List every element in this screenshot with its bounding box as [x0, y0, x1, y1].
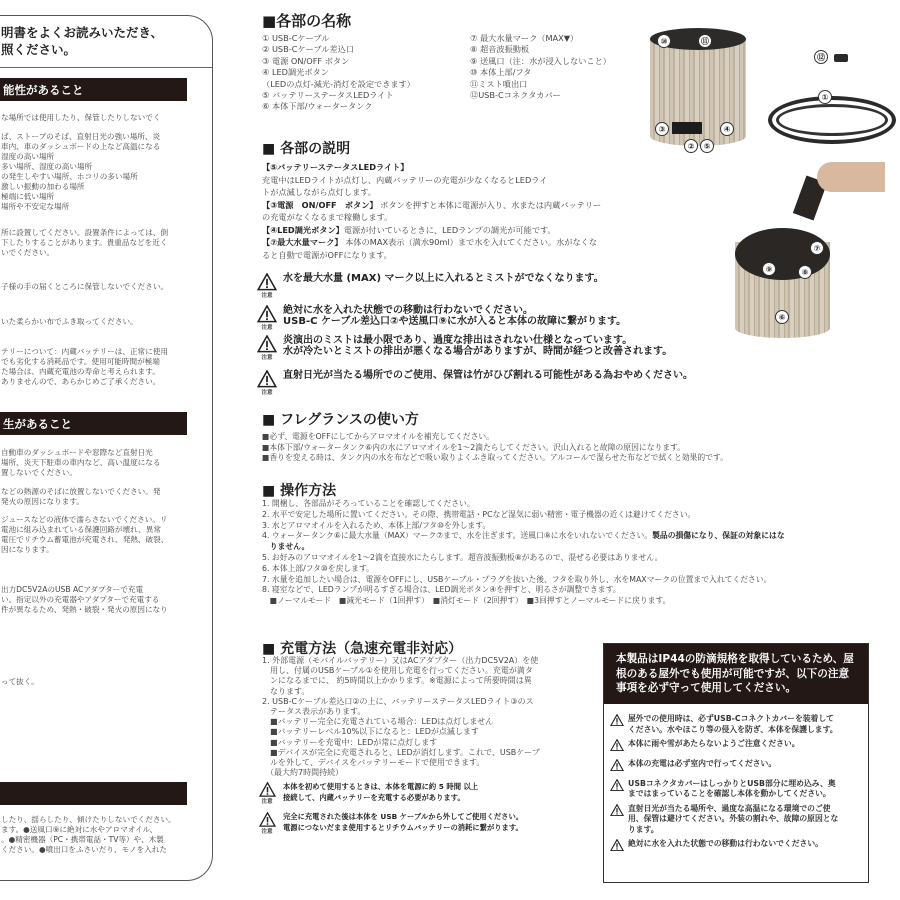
callout-6: ⑥ — [775, 310, 789, 324]
outdoor-item-text — [628, 714, 838, 735]
fragrance-item: ■本体下部/ウォータータンク⑥内の水にアロマオイルを1〜2滴たらしてください。沢山入れると故障の原因になります。 — [262, 442, 686, 452]
charging-step: なります。 — [262, 686, 310, 696]
callout-2: ② — [684, 139, 698, 153]
warning-icon — [257, 273, 277, 299]
caution-label: 注意 — [261, 828, 273, 835]
text-line: た場合は、内蔵充電池の寿命と考えられます。 — [1, 367, 160, 376]
header-line: 事項を必ず守って使用してください。 — [616, 682, 797, 694]
description-line — [262, 174, 601, 187]
usb-cable-image — [768, 96, 896, 144]
text-line: 車内、車のダッシュボードの上など高温になる — [1, 142, 161, 151]
caution-note — [257, 335, 672, 361]
parts-title: ■各部の名称 — [262, 12, 352, 30]
text-line: 極端に低い場所 — [1, 192, 55, 201]
caution-line: 水が冷たいとミストの排出が悪くなる場合がありますが、時間が経つと改善されます。 — [283, 346, 673, 357]
safety-panel — [0, 15, 213, 881]
aroma-oil-bottle-image — [795, 162, 885, 220]
callout-7: ⑦ — [810, 241, 824, 255]
outdoor-item-text — [628, 739, 800, 755]
outdoor-item-text — [628, 804, 838, 836]
text-line: 下したりすることがあります。貴重品などを近く — [1, 238, 168, 247]
operation-step — [262, 510, 785, 521]
charging-step: 用し、付属のUSBケーブル①を使用し充電を行ってください。充電が満タ — [262, 666, 533, 676]
warning-icon — [610, 839, 624, 855]
part-item: ⑥ 本体下部/ウォータータンク — [262, 101, 373, 112]
text-line: ジュースなどの液体で濡らさないでください。リ — [1, 515, 168, 524]
callout-10: ⑩ — [657, 34, 671, 48]
fragrance-item: ■必ず、電源をOFFにしてからアロマオイルを補充してください。 — [262, 432, 494, 441]
outdoor-line: USBコネクタカバーはしっかりとUSB部分に埋め込み、奥 — [628, 778, 836, 788]
section-bar — [0, 782, 187, 805]
operation-step — [262, 499, 785, 510]
text-block — [1, 448, 160, 478]
outdoor-item-text — [628, 839, 823, 855]
caution-line: 完全に充電された後は本体を USB ケーブルから外してご使用ください。 — [283, 812, 524, 821]
caution-label: 注意 — [261, 798, 273, 805]
caution-label: 注意 — [261, 324, 273, 331]
header-line: 根のある屋外でも使用が可能ですが、以下の注意 — [616, 667, 850, 680]
charging-step: テータス表示があります。 — [262, 707, 366, 717]
description-text: 電源が付いているときに、LEDランプの調光が可能です。 — [343, 224, 556, 235]
parts-list-right — [470, 33, 611, 101]
step-text: 8. 寝室などで、LEDランプが明るすぎる場合は、LED調光ボタン④を押すと、明るさが調整できます。 — [262, 585, 621, 595]
text-line: 子様の手の届くところに保管しないでください。 — [1, 282, 169, 291]
step-text: ■ノーマルモード ■減光モード（1回押す） ■消灯モード（2回押す） ■3回押すとノーマルモードに戻ります。 — [262, 596, 671, 606]
description-text: ると自動で電源がOFFになります。 — [262, 249, 392, 260]
operation-step — [262, 521, 785, 532]
text-line: などの熱源のそばに放置しないでください。発 — [1, 487, 161, 496]
description-text: ボタンを押すと本体に電源が入り、水または内蔵バッテリー — [377, 199, 602, 210]
charging-title: ■ 充電方法（急速充電非対応） — [262, 641, 463, 657]
text-line: な場所では使用したり、保管したりしないでく — [1, 113, 161, 122]
text-line: 場所、炎天下駐車の車内など、高い温度になる — [1, 458, 161, 467]
description-text: トが点滅しながら点灯します。 — [262, 187, 376, 197]
outdoor-line: 絶対に水を入れた状態での移動は行わないでください。 — [628, 839, 823, 849]
warning-icon — [610, 739, 624, 755]
text-line: 激しい振動の加わる場所 — [1, 182, 85, 191]
caution-note — [257, 273, 604, 299]
outdoor-notice-header — [604, 644, 868, 704]
description-label: 【⑦最大水量マーク】 — [262, 237, 343, 247]
operation-step — [262, 585, 785, 596]
part-item: ⑫USB-Cコネクタカバー — [470, 90, 561, 101]
caution-note — [257, 812, 523, 835]
text-line: って抜く。 — [1, 677, 39, 686]
text-line: ます。●送風口⑨に絶対に水やアロマオイル、 — [1, 825, 158, 834]
text-line: ば、ストーブのそば、直射日光の強い場所、炎 — [1, 132, 161, 141]
text-block — [1, 113, 160, 123]
step-text: 4. ウォータータンク⑥に最大水量（MAX）マーク⑦まで、水を注ぎます。送風口⑨に水をいれないでください。 — [262, 531, 653, 541]
text-line: 所に設置してください。設置条件によっては、倒 — [1, 228, 169, 237]
text-line: 多い場所、湿度の高い場所 — [1, 162, 93, 171]
text-block — [1, 677, 39, 687]
charging-step: 1. 外部電源（モバイルバッテリー）又はACアダプター（出力DC5V2A）を使 — [262, 656, 539, 665]
charging-step: ■バッテリーレベル10%以下になると：LEDが点滅します — [262, 727, 479, 737]
callout-5: ⑤ — [700, 139, 714, 153]
caution-note — [257, 782, 478, 805]
section-bar: 生があること — [0, 412, 187, 435]
outdoor-item-text — [628, 759, 776, 775]
header-line: 明書をよくお読みいただき、 — [1, 25, 164, 40]
warning-icon — [257, 305, 277, 331]
outdoor-line: 本体に雨や雪があたらないようご注意ください。 — [628, 739, 800, 748]
outdoor-item — [604, 779, 868, 800]
callout-12: ⑫ — [814, 50, 828, 64]
warning-icon — [257, 335, 277, 361]
text-line: テリーについて：内蔵バッテリーは、正常に使用 — [1, 347, 168, 356]
description-text — [262, 161, 601, 261]
text-line: でも劣化する消耗品です。使用可能時間が極端 — [1, 357, 160, 366]
caution-note — [257, 305, 626, 331]
outdoor-line: 用、保管は避けてください。外装の割れや、故障の原因とな — [628, 814, 839, 824]
description-line — [262, 199, 601, 212]
text-line: 電圧でリチウム蓄電池が充電され、発熱、破裂、 — [1, 535, 169, 544]
step-text: 7. 水量を追加したい場合は、電源をOFFにし、USBケーブル・プラグを抜いた後、フタを取り外し、水をMAXマークの位置まで入れてください。 — [262, 574, 772, 584]
part-item: ⑨ 送風口（注：水が浸入しないこと） — [470, 55, 611, 66]
text-block — [1, 585, 168, 615]
step-warning: 製品の損傷になり、保証の対象にはな — [652, 531, 785, 541]
text-line: 場所や不安定な場所 — [1, 202, 70, 211]
description-text: 本体のMAX表示（満水90ml）まで水を入れてください。水がなくな — [342, 237, 598, 247]
text-line: の発生しやすい場所、ホコリの多い場所 — [1, 172, 138, 181]
description-text: 充電中はLEDライトが点灯し、内蔵バッテリーの充電が少なくなるとLEDライ — [262, 174, 548, 185]
charging-step: ンになるまでに、 約5時間以上かかります。※電源によって所要時間は異 — [262, 676, 532, 686]
step-text: 5. お好みのアロマオイルを1〜2滴を直接水にたらします。超音波振動板⑧があるので、混ぜる必要はありません。 — [262, 552, 663, 562]
callout-9: ⑨ — [762, 262, 776, 276]
description-line — [262, 161, 601, 174]
text-line: 湿度の高い場所 — [1, 152, 55, 161]
text-line: いでください。 — [1, 248, 55, 257]
text-line: 自動車のダッシュボードや窓際など直射日光 — [1, 448, 153, 457]
warning-icon — [257, 370, 277, 396]
operation-title: ■ 操作方法 — [262, 483, 337, 499]
outdoor-item — [604, 739, 868, 755]
text-line: いた柔らかい布でふき取ってください。 — [1, 317, 138, 326]
warning-icon — [610, 779, 624, 800]
caution-note — [257, 370, 693, 396]
text-line: 件が異なるため、発熱・破裂・発火の原因になり — [1, 605, 168, 614]
caution-label: 注意 — [261, 389, 273, 396]
text-block — [1, 282, 168, 292]
outdoor-line: 屋外での使用時は、必ずUSB-Cコネクトカバーを装着して — [628, 714, 834, 723]
caution-line: 電源につないだまま使用するとリチウムバッテリーの消耗に繋がります。 — [283, 822, 523, 832]
text-line: 発火の原因になります。 — [1, 497, 84, 506]
part-item: ⑪ミスト噴出口 — [470, 78, 528, 89]
step-text: 1. 開梱し、各部品がそろっていることを確認してください。 — [262, 499, 475, 508]
step-text: 2. 水平で安定した場所に置いてください。その際、携帯電話・PCなど湿気に弱い精密・電子機器の近くは避けてください。 — [262, 509, 696, 519]
warning-icon — [257, 782, 277, 805]
operation-step — [262, 564, 785, 575]
header-line: 本製品はIP44の防滴規格を取得しているため、屋 — [616, 653, 854, 665]
caution-line: 炎演出のミストは最小限であり、過度な排出はされない仕様となっています。 — [283, 335, 633, 346]
outdoor-item — [604, 839, 868, 855]
text-line: したり、揺らしたり、傾けたりしないでください。 — [1, 815, 176, 824]
operation-step — [262, 553, 785, 564]
divider — [0, 67, 212, 68]
callout-11: ⑪ — [698, 34, 712, 48]
caution-text — [283, 305, 626, 331]
callout-3: ③ — [655, 122, 669, 136]
text-line: 。●精密機器（PC・携帯電話・TV等）や、木製 — [1, 835, 164, 844]
description-line — [262, 249, 601, 262]
callout-8: ⑧ — [798, 265, 812, 279]
text-line: 出力DC5V2AのUSB ACアダプターで充電 — [1, 585, 144, 594]
callout-4: ④ — [720, 122, 734, 136]
part-item: ③ 電源 ON/OFF ボタン — [262, 55, 350, 66]
step-text: 3. 水とアロマオイルを入れるため、本体上部/フタ⑩を外します。 — [262, 520, 491, 530]
description-line — [262, 186, 601, 199]
outdoor-item — [604, 714, 868, 735]
description-text: の充電がなくなるまで稼働します。 — [262, 212, 393, 222]
charging-step: ■デバイスが完全に充電されると、LEDが消灯します。これで、USBケーブ — [262, 747, 540, 757]
text-block — [1, 815, 176, 855]
charging-step: （最大約7時間持続） — [262, 768, 344, 778]
text-line: い。指定以外の充電器やアダプターで充電する — [1, 595, 160, 604]
caution-line: 本体を初めて使用するときは、本体を電源に約 5 時間 以上 — [283, 782, 479, 791]
part-item: ⑧ 超音波振動板 — [470, 44, 530, 55]
outdoor-line: 本体の充電は必ず室内で行ってください。 — [628, 758, 777, 768]
description-label: 【③電源 ON/OFF ボタン】 — [262, 199, 378, 210]
fragrance-item: ■香りを変える時は、タンク内の水を布などで吸い取りよくふき取ってください。アルコールで湿らせた布などで拭くと効果的です。 — [262, 453, 728, 462]
connector-cover-image — [834, 54, 848, 62]
description-line — [262, 224, 601, 237]
warning-icon — [610, 759, 624, 775]
description-line — [262, 211, 601, 224]
text-block — [1, 132, 160, 212]
text-block — [1, 228, 168, 258]
operation-steps — [262, 499, 785, 607]
text-block — [1, 487, 160, 507]
description-line — [262, 236, 601, 249]
operation-step — [262, 542, 785, 553]
charging-step: ルを外して、デバイスをバッテリーモードで使用できます。 — [262, 758, 485, 768]
outdoor-line: 直射日光が当たる場所や、過度な高温になる環境でのご使 — [628, 803, 831, 813]
outdoor-item — [604, 759, 868, 775]
header-line: 照ください。 — [1, 42, 77, 57]
text-block — [1, 317, 138, 327]
warning-icon — [257, 812, 277, 835]
text-block — [1, 515, 168, 555]
description-label: 【④LED調光ボタン】 — [262, 224, 344, 235]
outdoor-line: ください。水やほこり等の侵入を防ぎ、本体を保護します。 — [628, 724, 838, 734]
fragrance-title: ■ フレグランスの使い方 — [262, 412, 419, 428]
part-item: ⑤ バッテリーステータスLEDライト — [262, 90, 394, 101]
section-bar: 能性があること — [0, 78, 187, 101]
caution-label: 注意 — [261, 292, 273, 299]
operation-step — [262, 575, 785, 586]
charging-step: ■バッテリー完全に充電されている場合：LEDは点灯しません — [262, 717, 494, 727]
part-item: （LEDの点灯-減光-消灯を設定できます） — [262, 78, 415, 89]
text-line: 置しないでください。 — [1, 468, 77, 477]
panel-header — [1, 24, 163, 58]
text-line: ください。●噴出口をふさいだり、モノを入れた — [1, 845, 168, 854]
operation-step — [262, 596, 785, 607]
operation-step — [262, 531, 785, 542]
text-line: 因になります。 — [1, 545, 54, 554]
caution-line: 接続して、内蔵バッテリーを充電する必要があります。 — [283, 792, 465, 802]
outdoor-line: ります。 — [628, 824, 659, 834]
caution-line: 直射日光が当たる場所でのご使用、保管は竹がひび割れる可能性がある為おやめください。 — [283, 370, 693, 381]
caution-text — [283, 335, 672, 361]
step-warning: りません。 — [262, 542, 310, 552]
part-item: ④ LED調光ボタン — [262, 67, 329, 78]
caution-line: 絶対に水を入れた状態での移動は行わないでください。 — [283, 305, 533, 316]
description-title: ■ 各部の説明 — [262, 141, 351, 157]
parts-list-left — [262, 33, 415, 113]
part-item: ② USB-Cケーブル差込口 — [262, 44, 354, 55]
caution-line: 水を最大水量 (MAX) マーク以上に入れるとミストがでなくなります。 — [283, 273, 604, 284]
charging-step: 2. USB-Cケーブル差込口②の上に、バッテリーステータスLEDライト③のス — [262, 696, 534, 706]
charging-step: ■バッテリーを充電中：LEDが常に点灯します — [262, 737, 438, 747]
outdoor-line: まではまっていることを確認し本体を動かしてください。 — [628, 789, 831, 799]
text-block — [1, 347, 168, 387]
outdoor-notice-box — [603, 643, 869, 883]
caution-text — [283, 812, 523, 835]
step-text: 6. 本体上部/フタ⑩を戻します。 — [262, 563, 374, 573]
warning-icon — [610, 714, 624, 735]
caution-text — [283, 273, 604, 299]
caution-line: USB-C ケーブル差込口②や送風口⑨に水が入ると本体の故障に繋がります。 — [283, 316, 627, 327]
text-line: ありませんので、あらかじめご了承ください。 — [1, 377, 161, 386]
outdoor-item-text — [628, 779, 836, 800]
callout-1: ① — [818, 90, 832, 104]
fragrance-text — [262, 432, 728, 464]
part-item: ① USB-Cケーブル — [262, 33, 330, 43]
part-item: ⑦ 最大水量マーク（MAX▼） — [470, 33, 579, 43]
description-label: 【⑤バッテリーステータスLEDライト】 — [262, 162, 409, 172]
charging-steps — [262, 656, 540, 778]
text-line: 電池に組み込まれている保護回路が壊れ、異常 — [1, 525, 161, 534]
part-item: ⑩ 本体上部/フタ — [470, 67, 532, 78]
caution-text — [283, 782, 478, 805]
caution-label: 注意 — [261, 354, 273, 361]
outdoor-item — [604, 804, 868, 836]
caution-text — [283, 370, 693, 396]
warning-icon — [610, 804, 624, 836]
